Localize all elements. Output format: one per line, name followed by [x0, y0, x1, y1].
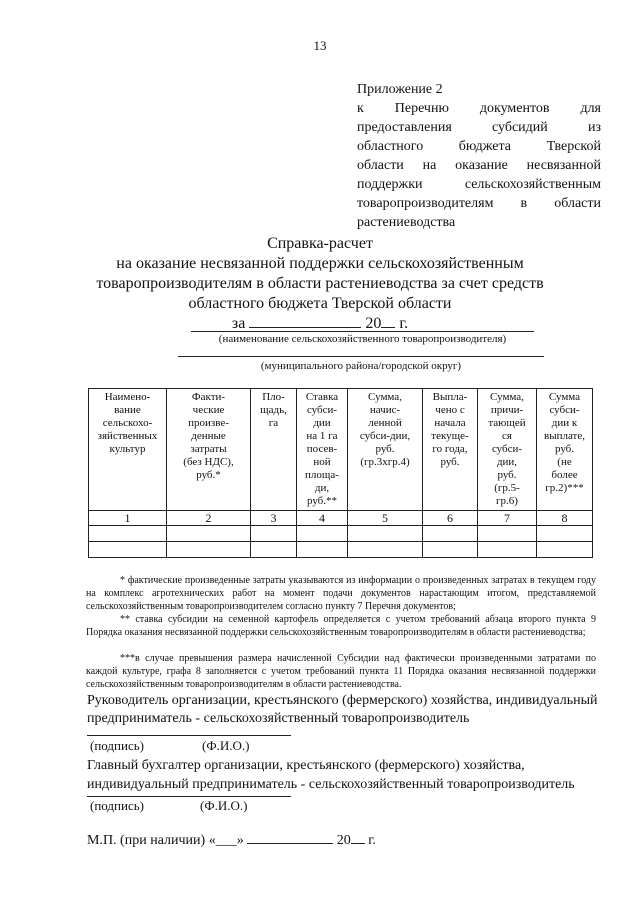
stamp-line [87, 830, 376, 849]
page-number: 13 [313, 38, 327, 53]
appendix-line: поддержки сельскохозяйственным [357, 177, 601, 192]
table-cell[interactable] [89, 526, 167, 542]
accountant-signature-caption: (подпись) [90, 798, 144, 813]
footnote-1: * фактические произведенные затраты указываются из информации о произведенных затратах в текущем году на комплекс агротехнических работ на момент подачи документов нарастающим итогом, представляемой сельскохозяйственным товаропроизводителем согласно пункту 7 Перечня документов; [86, 575, 596, 612]
stamp-label: М.П. (при наличии) [87, 833, 206, 848]
head-line: Руководитель организации, крестьянского (фермерского) хозяйства, индивидуальный [87, 693, 598, 708]
head-signature-line[interactable] [87, 735, 291, 736]
header-cell: Ставка субси- дии на 1 га посев- ной площа- ди, руб.** [297, 389, 348, 511]
producer-caption: (наименование сельскохозяйственного товаропроизводителя) [218, 333, 507, 345]
table-cell[interactable] [251, 526, 297, 542]
appendix-line: предоставления субсидий из [357, 120, 601, 135]
table-cell[interactable] [297, 542, 348, 558]
appendix-line: к Перечню документов для [357, 101, 601, 116]
header-cell: Наимено- вание сельскохо- зяйственных культур [89, 389, 167, 511]
column-number: 8 [537, 511, 593, 526]
table-cell[interactable] [297, 526, 348, 542]
table-cell[interactable] [537, 526, 593, 542]
district-line[interactable] [178, 356, 544, 357]
table-cell[interactable] [251, 542, 297, 558]
column-number: 7 [478, 511, 537, 526]
head-line: предприниматель - сельскохозяйственный товаропроизводитель [87, 711, 470, 726]
title-line: на оказание несвязанной поддержки сельскохозяйственным [116, 255, 524, 272]
stamp-year-prefix: 20 [336, 833, 351, 848]
column-number: 5 [348, 511, 423, 526]
stamp-year-blank[interactable] [351, 830, 365, 844]
column-number: 3 [251, 511, 297, 526]
table-header-row [89, 389, 593, 511]
document-title [40, 234, 600, 334]
column-number: 6 [423, 511, 478, 526]
table-cell[interactable] [348, 526, 423, 542]
header-cell: Факти- ческие произве- денные затраты (без НДС), руб.* [167, 389, 251, 511]
head-signature-caption: (подпись) [90, 738, 144, 753]
title-line: областного бюджета Тверской области [188, 295, 452, 312]
year-blank[interactable] [381, 314, 395, 328]
footnote-2: ** ставка субсидии на семенной картофель определяется с учетом требований абзаца второго пункта 9 Порядка оказания несвязанной поддержки сельскохозяйственным товаропроизводителям в области растениеводства; [86, 614, 596, 638]
column-number: 1 [89, 511, 167, 526]
accountant-line: индивидуальный предприниматель - сельскохозяйственный товаропроизводитель [87, 777, 575, 792]
appendix-line: области на оказание несвязанной [357, 158, 601, 173]
header-cell: Пло- щадь, га [251, 389, 297, 511]
table-cell[interactable] [423, 526, 478, 542]
table-cell[interactable] [423, 542, 478, 558]
title-line: товаропроизводителям в области растениеводства за счет средств [96, 275, 544, 292]
head-fio-caption: (Ф.И.О.) [202, 738, 250, 753]
calculation-table [88, 388, 593, 558]
table-cell[interactable] [348, 542, 423, 558]
table-cell[interactable] [89, 542, 167, 558]
appendix-line: товаропроизводителям в области [357, 196, 601, 211]
appendix-line: областного бюджета Тверской [357, 139, 601, 154]
appendix-line: Приложение 2 [357, 82, 443, 97]
appendix-line: растениеводства [357, 215, 456, 230]
stamp-year-suffix: г. [368, 833, 376, 848]
date-year-suffix: г. [399, 315, 409, 332]
header-cell: Сумма, начис- ленной субси-дии, руб. (гр.3хгр.4) [348, 389, 423, 511]
stamp-month-blank[interactable] [247, 830, 333, 844]
table-cell[interactable] [478, 542, 537, 558]
title-line: Справка-расчет [267, 235, 373, 252]
accountant-fio-caption: (Ф.И.О.) [200, 798, 248, 813]
table-row [89, 542, 593, 558]
table-number-row [89, 511, 593, 526]
date-blank[interactable] [249, 314, 361, 328]
column-number: 2 [167, 511, 251, 526]
accountant-signature-line[interactable] [87, 796, 291, 797]
header-cell: Выпла- чено с начала текуще- го года, руб. [423, 389, 478, 511]
table-cell[interactable] [478, 526, 537, 542]
appendix-reference [357, 80, 601, 232]
stamp-day[interactable]: «___» [208, 833, 244, 848]
footnote-3: ***в случае превышения размера начисленной Субсидии над фактически произведенными затратами по каждой культуре, графа 8 заполняется с учетом требований пункта 11 Порядка оказания несвязанной поддержки сельскохозяйственным товаропроизводителям в области растениеводства. [86, 653, 596, 690]
district-caption: (муниципального района/городской округ) [260, 360, 462, 372]
date-year-prefix: 20 [365, 315, 382, 332]
table-row [89, 526, 593, 542]
header-cell: Сумма, причи- тающей ся субси- дии, руб. (гр.5- гр.6) [478, 389, 537, 511]
table-cell[interactable] [167, 526, 251, 542]
header-cell: Сумма субси- дии к выплате, руб. (не более гр.2)*** [537, 389, 593, 511]
date-prefix: за [231, 315, 246, 332]
column-number: 4 [297, 511, 348, 526]
table-cell[interactable] [167, 542, 251, 558]
accountant-line: Главный бухгалтер организации, крестьянского (фермерского) хозяйства, [87, 758, 525, 773]
producer-name-line[interactable] [191, 331, 534, 332]
table-cell[interactable] [537, 542, 593, 558]
